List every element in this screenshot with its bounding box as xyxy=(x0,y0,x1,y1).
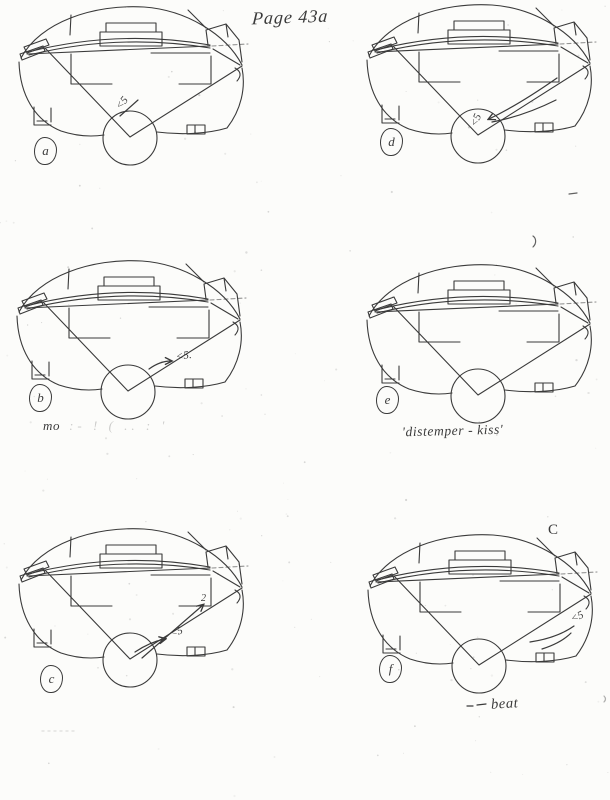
timing-note-d: <5 xyxy=(467,111,485,129)
annotation-arrow-b xyxy=(149,361,171,369)
mark-c-f: C xyxy=(548,522,559,538)
panel-letter-e: e xyxy=(384,392,391,407)
caption-b-faint: :- ! ( .. : ' xyxy=(69,418,169,433)
panel-letter-b: b xyxy=(37,390,44,405)
annotation-strokes-f xyxy=(467,626,574,706)
caption-beat: beat xyxy=(490,695,519,713)
caption-distemper-kiss: 'distemper - kiss' xyxy=(401,421,504,440)
page-title: Page 43a xyxy=(251,5,330,29)
panel-letter-f: f xyxy=(388,661,393,676)
timing-note-c: <5 xyxy=(168,624,185,640)
timing-note-a: <5 xyxy=(113,94,131,112)
sketch-panel-c xyxy=(19,529,248,687)
caption-b xyxy=(43,419,168,432)
mark-2-c: 2 xyxy=(201,593,206,604)
annotation-arrow-d xyxy=(489,78,557,122)
panel-letter-a: a xyxy=(42,143,49,158)
caption-b-legible: mo xyxy=(43,418,61,433)
sketch-panel-e xyxy=(367,265,596,423)
scan-noise-layer xyxy=(0,6,608,798)
timing-note-f: <5 xyxy=(568,608,586,626)
panel-letter-c: c xyxy=(48,671,55,686)
sketch-panel-f xyxy=(368,535,597,693)
panel-letter-d: d xyxy=(388,134,395,149)
stray-pen-marks xyxy=(42,193,606,731)
timing-note-b: <5. xyxy=(175,348,193,364)
